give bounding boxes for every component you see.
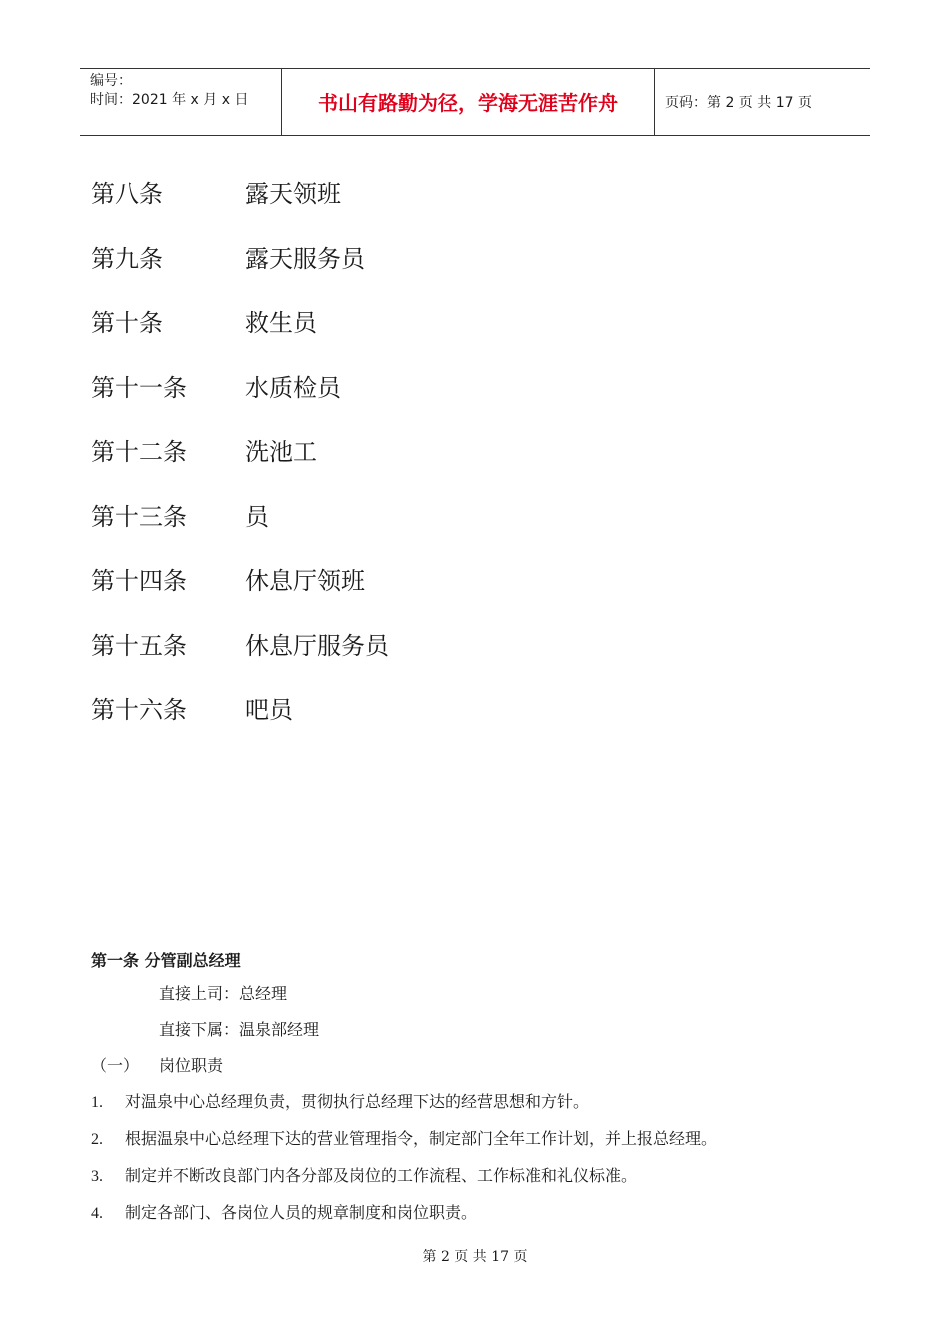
toc-item — [91, 430, 389, 495]
serial-label: 编号： — [90, 73, 132, 89]
toc-item — [91, 366, 389, 431]
list-item-text: 制定并不断改良部门内各分部及岗位的工作流程、工作标准和礼仪标准。 — [125, 1166, 638, 1185]
toc-item — [91, 172, 389, 237]
list-item — [91, 1121, 871, 1158]
page-header — [80, 68, 870, 136]
toc-item-number: 第十条 — [91, 309, 163, 337]
toc-item-number: 第十三条 — [91, 502, 187, 531]
toc-item-number: 第八条 — [91, 180, 163, 208]
toc-item — [91, 559, 389, 624]
header-page-info: 页码：第 2 页 共 17 页 — [665, 95, 812, 111]
toc-item-title: 洗池工 — [245, 438, 317, 466]
toc-item-number: 第九条 — [91, 244, 163, 273]
date-label: 时间：2021 年 x 月 x 日 — [90, 92, 249, 108]
subsection-title: 岗位职责 — [159, 1056, 224, 1075]
list-item-number: 2. — [91, 1131, 103, 1148]
toc-item-title: 水质检员 — [245, 373, 341, 402]
toc-item-number: 第十五条 — [91, 631, 187, 660]
toc-item-title: 休息厅领班 — [245, 567, 365, 595]
toc-item-title: 救生员 — [245, 309, 317, 337]
article-section — [91, 946, 871, 1232]
toc-item — [91, 301, 389, 366]
subsection-heading — [91, 1048, 871, 1084]
list-item-text: 对温泉中心总经理负责，贯彻执行总经理下达的经营思想和方针。 — [125, 1092, 590, 1111]
list-item-text: 根据温泉中心总经理下达的营业管理指令，制定部门全年工作计划，并上报总经理。 — [125, 1129, 718, 1148]
toc-item — [91, 688, 389, 753]
toc-item-title: 吧员 — [245, 696, 293, 724]
list-item — [91, 1084, 871, 1121]
toc-item-title: 休息厅服务员 — [245, 631, 389, 660]
toc-item-number: 第十二条 — [91, 438, 187, 466]
header-meta-cell — [80, 69, 282, 135]
list-item — [91, 1195, 871, 1232]
toc-item — [91, 237, 389, 302]
toc-item — [91, 495, 389, 560]
toc-item-number: 第十四条 — [91, 567, 187, 595]
section-title: 第一条 分管副总经理 — [91, 951, 241, 970]
header-motto: 书山有路勤为径，学海无涯苦作舟 — [282, 69, 655, 135]
toc-item-title: 露天服务员 — [245, 244, 365, 273]
list-item — [91, 1158, 871, 1195]
page-footer: 第 2 页 共 17 页 — [422, 1249, 528, 1265]
toc-item — [91, 624, 389, 689]
list-item-number: 4. — [91, 1205, 103, 1222]
toc-item-title: 露天领班 — [245, 180, 341, 208]
direct-superior: 直接上司：总经理 — [159, 984, 288, 1003]
list-item-text: 制定各部门、各岗位人员的规章制度和岗位职责。 — [125, 1203, 478, 1222]
subsection-number: （一） — [91, 1056, 140, 1075]
toc-item-number: 第十一条 — [91, 373, 187, 402]
table-of-contents — [91, 172, 389, 753]
list-item-number: 1. — [91, 1094, 103, 1111]
direct-subordinate: 直接下属：温泉部经理 — [159, 1020, 320, 1039]
toc-item-number: 第十六条 — [91, 696, 187, 724]
list-item-number: 3. — [91, 1168, 103, 1185]
toc-item-title: 员 — [245, 502, 269, 531]
